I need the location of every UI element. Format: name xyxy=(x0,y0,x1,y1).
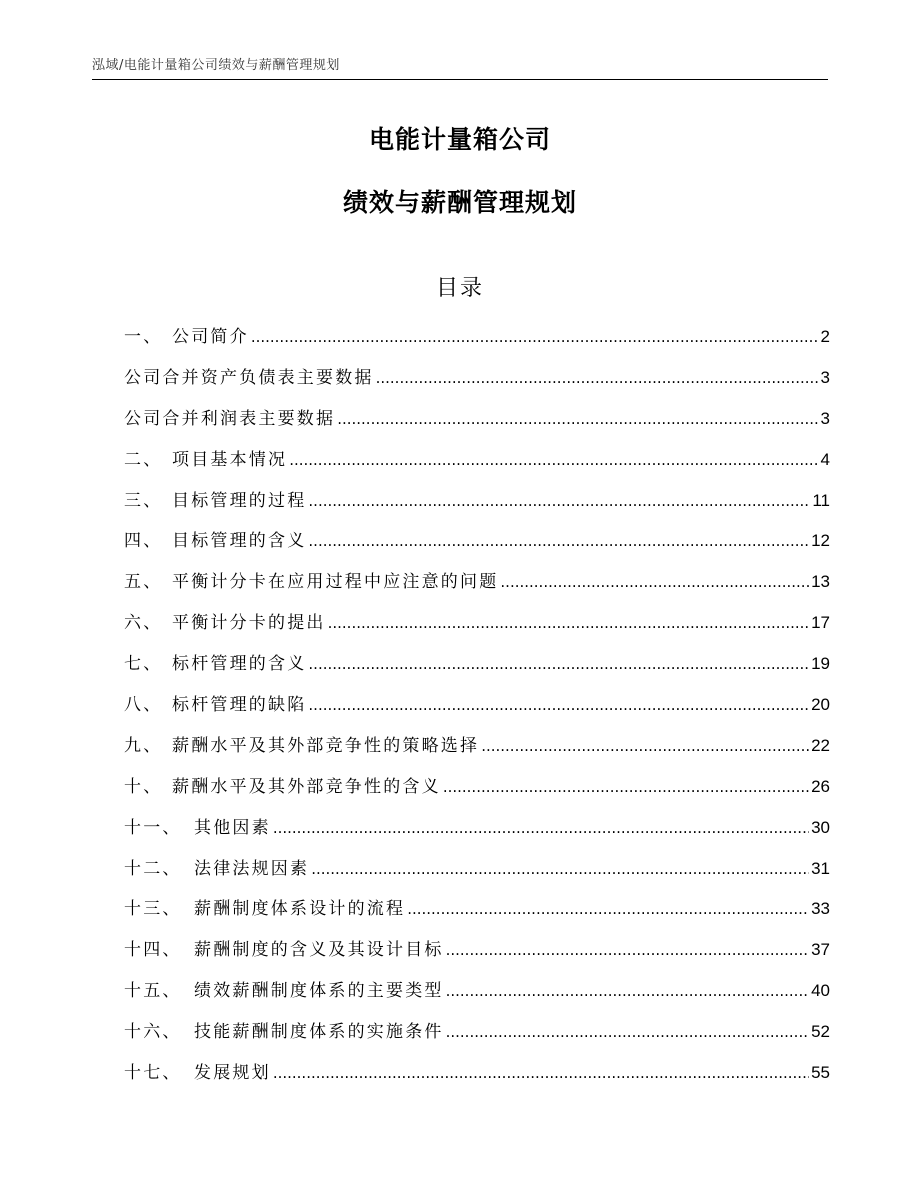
toc-dot-leader xyxy=(481,737,809,755)
toc-entry-label: 标杆管理的含义 xyxy=(172,654,307,675)
document-title-line-1: 电能计量箱公司 xyxy=(368,125,551,154)
toc-entry-number: 十一、 xyxy=(124,817,182,838)
toc-entry-number: 二、 xyxy=(124,449,163,470)
toc-entry-label: 平衡计分卡的提出 xyxy=(172,613,326,634)
toc-dot-leader xyxy=(308,532,809,550)
toc-dot-leader xyxy=(446,941,809,959)
toc-entry-label: 法律法规因素 xyxy=(194,858,310,879)
toc-dot-leader xyxy=(443,778,809,796)
toc-dot-leader xyxy=(308,655,809,673)
toc-dot-leader xyxy=(311,860,809,878)
toc-entry-number: 一、 xyxy=(124,327,163,347)
toc-entry-number: 十、 xyxy=(124,776,163,797)
toc-entry-page-number: 52 xyxy=(811,1022,830,1042)
toc-entry[interactable] xyxy=(124,935,830,976)
toc-entry[interactable] xyxy=(124,690,830,731)
toc-entry-page-number: 2 xyxy=(820,327,830,346)
toc-entry-label: 薪酬制度的含义及其设计目标 xyxy=(194,940,444,961)
toc-entry-label: 技能薪酬制度体系的实施条件 xyxy=(194,1022,444,1043)
toc-entry-page-number: 11 xyxy=(812,490,830,510)
toc-entry-number: 五、 xyxy=(124,572,163,593)
toc-entry-label: 绩效薪酬制度体系的主要类型 xyxy=(194,981,444,1002)
running-header: 泓域/电能计量箱公司绩效与薪酬管理规划 xyxy=(92,58,340,73)
toc-entry-label: 项目基本情况 xyxy=(172,449,288,470)
toc-entry-number: 十五、 xyxy=(124,981,182,1002)
toc-dot-leader xyxy=(273,1064,809,1082)
toc-entry-number: 十六、 xyxy=(124,1022,182,1043)
toc-entry-number: 十三、 xyxy=(124,899,182,920)
toc-dot-leader xyxy=(251,328,819,346)
toc-entry-label: 其他因素 xyxy=(194,817,271,838)
toc-dot-leader xyxy=(446,982,809,1000)
toc-entry-page-number: 26 xyxy=(811,776,830,796)
toc-entry[interactable] xyxy=(124,363,830,404)
toc-entry-label: 薪酬水平及其外部竞争性的策略选择 xyxy=(172,735,480,756)
toc-dot-leader xyxy=(376,369,819,387)
toc-entry-page-number: 30 xyxy=(811,817,830,837)
toc-entry[interactable] xyxy=(124,322,830,363)
toc-entry-page-number: 12 xyxy=(811,531,830,551)
toc-entry-page-number: 33 xyxy=(811,899,830,919)
toc-heading: 目录 xyxy=(435,276,484,301)
toc-entry-label: 平衡计分卡在应用过程中应注意的问题 xyxy=(172,572,499,593)
toc-entry[interactable] xyxy=(124,1058,830,1099)
toc-entry-page-number: 3 xyxy=(820,367,830,387)
toc-dot-leader xyxy=(500,573,809,591)
toc-entry[interactable] xyxy=(124,526,830,567)
toc-entry-number: 十七、 xyxy=(124,1063,182,1084)
toc-entry[interactable] xyxy=(124,772,830,813)
toc-dot-leader xyxy=(289,451,818,469)
toc-entry-number: 三、 xyxy=(124,490,163,511)
toc-entry[interactable] xyxy=(124,445,830,486)
toc-entry-number: 六、 xyxy=(124,613,163,634)
toc-entry-number: 八、 xyxy=(124,695,163,716)
toc-entry-label: 公司合并资产负债表主要数据 xyxy=(124,367,374,388)
toc-entry[interactable] xyxy=(124,854,830,895)
toc-dot-leader xyxy=(273,819,809,837)
toc-entry-page-number: 20 xyxy=(811,695,830,715)
toc-entry-label: 公司简介 xyxy=(172,327,249,347)
toc-entry-page-number: 31 xyxy=(811,858,830,878)
toc-entry[interactable] xyxy=(124,894,830,935)
toc-entry[interactable] xyxy=(124,404,830,445)
toc-entry-label: 发展规划 xyxy=(194,1063,271,1084)
toc-entry-number: 七、 xyxy=(124,654,163,675)
table-of-contents xyxy=(124,322,830,1099)
toc-entry-number: 十四、 xyxy=(124,940,182,961)
toc-dot-leader xyxy=(308,492,810,510)
toc-entry-page-number: 3 xyxy=(820,408,830,428)
toc-entry[interactable] xyxy=(124,1017,830,1058)
header-divider xyxy=(92,79,828,80)
toc-entry-label: 标杆管理的缺陷 xyxy=(172,695,307,716)
toc-entry-page-number: 4 xyxy=(820,449,830,469)
toc-entry[interactable] xyxy=(124,731,830,772)
toc-entry-label: 薪酬制度体系设计的流程 xyxy=(194,899,406,920)
toc-dot-leader xyxy=(337,410,818,428)
toc-dot-leader xyxy=(407,900,809,918)
toc-entry-page-number: 19 xyxy=(811,654,830,674)
toc-entry-number: 四、 xyxy=(124,531,163,552)
toc-entry-page-number: 55 xyxy=(811,1063,830,1083)
toc-entry-label: 公司合并利润表主要数据 xyxy=(124,408,336,429)
toc-dot-leader xyxy=(328,614,809,632)
toc-entry[interactable] xyxy=(124,608,830,649)
toc-entry[interactable] xyxy=(124,813,830,854)
toc-entry-page-number: 17 xyxy=(811,613,830,633)
document-title-line-2: 绩效与薪酬管理规划 xyxy=(342,188,577,217)
toc-dot-leader xyxy=(308,696,809,714)
toc-entry-number: 九、 xyxy=(124,735,163,756)
toc-entry-label: 目标管理的含义 xyxy=(172,531,307,552)
toc-entry-page-number: 13 xyxy=(811,572,830,592)
toc-dot-leader xyxy=(446,1023,809,1041)
toc-entry[interactable] xyxy=(124,649,830,690)
toc-entry[interactable] xyxy=(124,567,830,608)
toc-entry-label: 目标管理的过程 xyxy=(172,490,307,511)
toc-entry[interactable] xyxy=(124,976,830,1017)
toc-entry[interactable] xyxy=(124,486,830,527)
toc-entry-page-number: 22 xyxy=(811,735,830,755)
toc-entry-label: 薪酬水平及其外部竞争性的含义 xyxy=(172,776,441,797)
toc-entry-page-number: 37 xyxy=(811,940,830,960)
toc-entry-number: 十二、 xyxy=(124,858,182,879)
toc-entry-page-number: 40 xyxy=(811,981,830,1001)
